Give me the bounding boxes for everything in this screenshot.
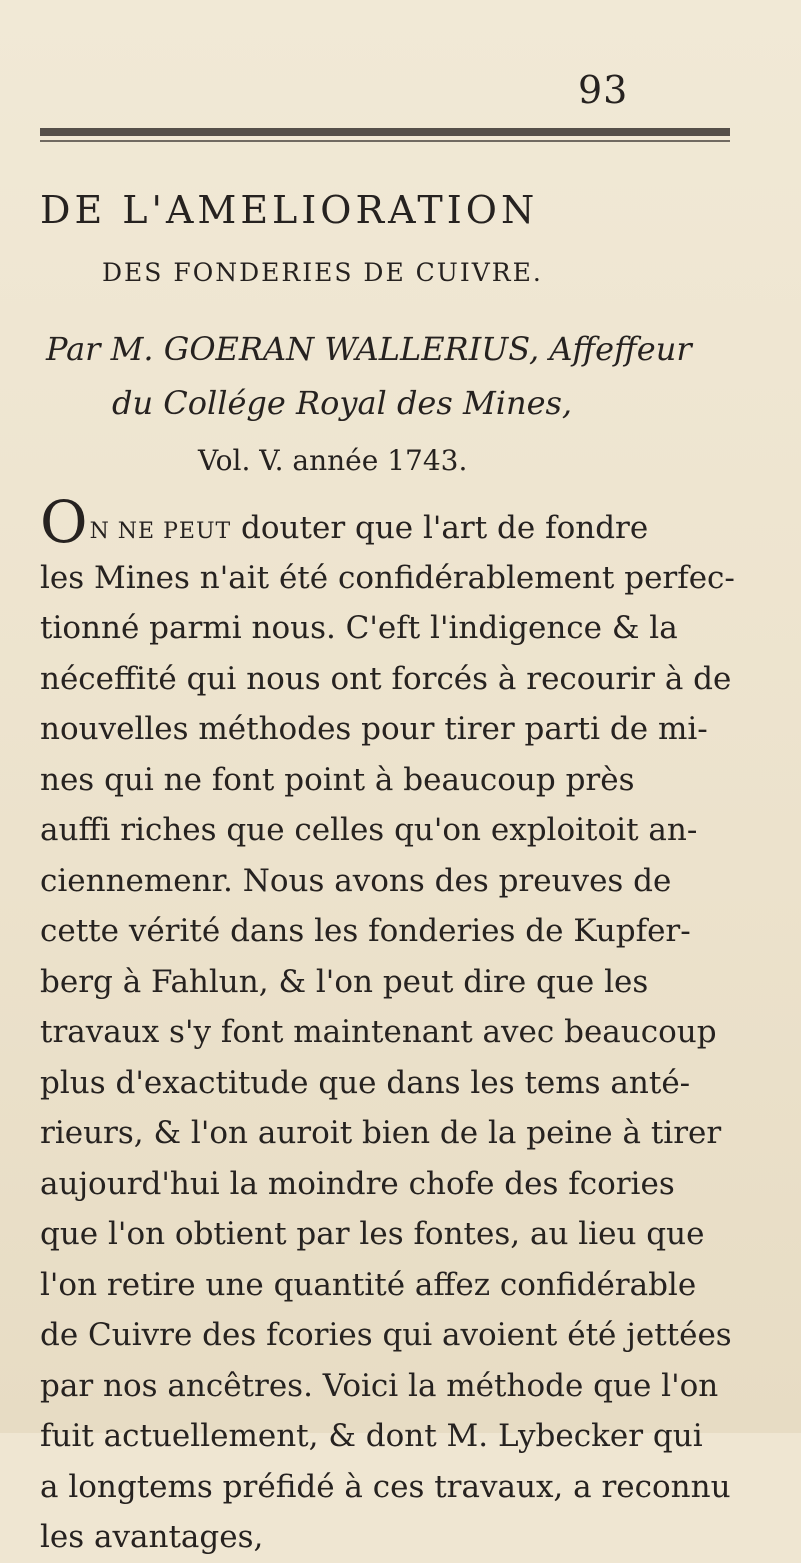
- body-line: nes qui ne font point à beaucoup près: [40, 761, 635, 798]
- body-line: nouvelles méthodes pour tirer parti de mi-: [40, 711, 708, 747]
- body-line: travaux s'y font maintenant avec beaucoup: [40, 1014, 717, 1050]
- body-line: les Mines n'ait été confidérablement perfec-: [40, 559, 735, 596]
- article-subtitle: DES FONDERIES DE CUIVRE.: [102, 258, 543, 287]
- body-line: plus d'exactitude que dans les tems anté-: [40, 1064, 691, 1101]
- body-line-first: [40, 488, 770, 556]
- body-line: fuit actuellement, & dont M. Lybecker qui: [40, 1418, 703, 1454]
- body-line: berg à Fahlun, & l'on peut dire que les: [40, 963, 649, 1000]
- body-line: que l'on obtient par les fontes, au lieu que: [40, 1216, 705, 1252]
- body-text: [40, 488, 770, 1563]
- body-line: a longtems préfidé à ces travaux, a reconnu: [40, 1468, 731, 1505]
- body-line: de Cuivre des fcories qui avoient été jettées: [40, 1317, 732, 1353]
- opening-smallcaps: N NE PEUT: [89, 519, 232, 544]
- drop-cap: O: [40, 488, 88, 556]
- body-line: l'on retire une quantité affez confidérable: [40, 1266, 697, 1303]
- page-number: 93: [578, 68, 629, 112]
- author-byline: Par M. GOERAN WALLERIUS, Affeffeur: [46, 330, 692, 368]
- ornamental-rule-thick: [40, 128, 730, 136]
- body-line: ciennemenr. Nous avons des preuves de: [40, 862, 672, 899]
- author-affiliation: du Collége Royal des Mines,: [112, 384, 573, 422]
- body-line: tionné parmi nous. C'eft l'indigence & la: [40, 610, 678, 646]
- opening-text: douter que l'art de fondre: [231, 510, 649, 546]
- body-line: néceffité qui nous ont forcés à recourir à de: [40, 660, 732, 697]
- body-line: rieurs, & l'on auroit bien de la peine à tirer: [40, 1115, 722, 1151]
- volume-info: Vol. V. année 1743.: [198, 444, 468, 477]
- body-line: par nos ancêtres. Voici la méthode que l'on: [40, 1367, 719, 1404]
- body-line: cette vérité dans les fonderies de Kupfer-: [40, 913, 691, 949]
- body-line: auffi riches que celles qu'on exploitoit an-: [40, 812, 698, 848]
- body-line: les avantages,: [40, 1519, 264, 1555]
- ornamental-rule-thin: [40, 140, 730, 142]
- body-line: aujourd'hui la moindre chofe des fcories: [40, 1165, 675, 1202]
- article-title: DE L'AMELIORATION: [40, 188, 539, 232]
